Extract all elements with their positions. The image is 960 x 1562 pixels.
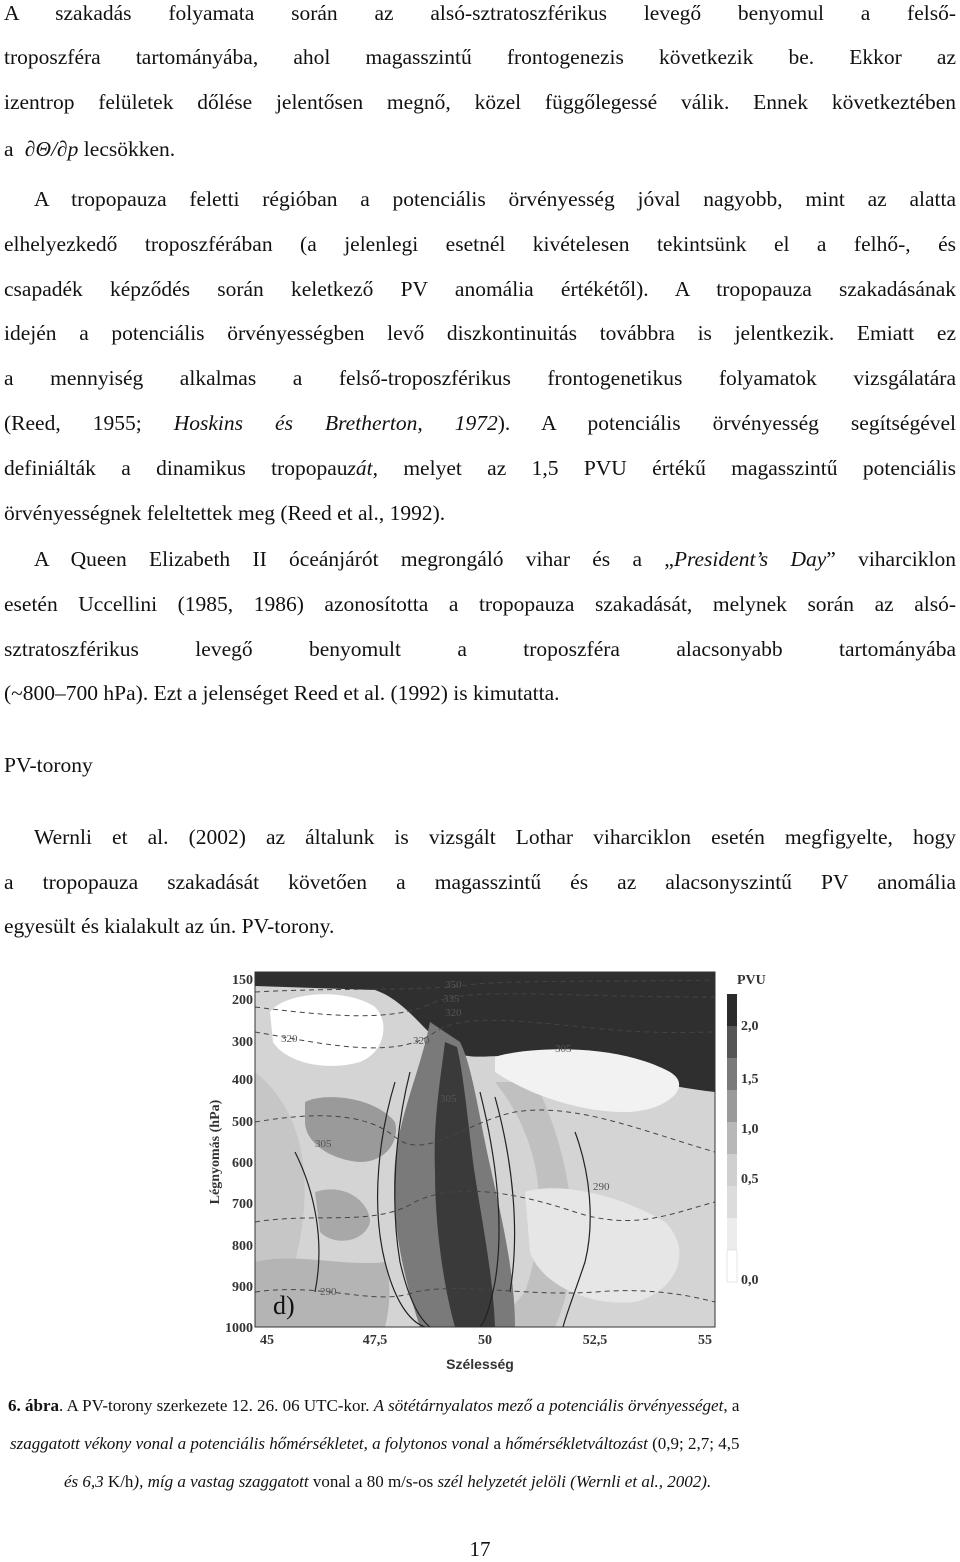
paragraph4-line1: Wernli et al. (2002) az általunk is vizsgált Lothar viharciklon esetén megfigyelte, hogy [34, 825, 956, 849]
x-tick-label: 50 [478, 1333, 492, 1348]
caption-text: (0,9; 2,7; 4,5 [647, 1434, 740, 1453]
caption-italic: szaggatott vékony vonal a potenciális hőmérsékletet, a folytonos vonal [10, 1434, 490, 1453]
paragraph2-line4: idején a potenciális örvényességben levő diszkontinuitás továbbra is jelentkezik. Emiatt ez [4, 321, 956, 345]
contour-label: 290 [320, 1286, 337, 1298]
x-tick-label: 47,5 [362, 1333, 388, 1348]
paragraph1-suffix: lecsökken. [78, 137, 176, 161]
contour-label: 335 [443, 993, 460, 1005]
caption-line3 [64, 1471, 711, 1493]
caption-italic: A sötétárnyalatos mező a potenciális örvényességet [373, 1396, 724, 1415]
paragraph3-line3: sztratoszférikus levegő benyomult a troposzféra alacsonyabb tartományába [4, 637, 956, 661]
colorbar-tick: 2,0 [741, 1019, 759, 1034]
paragraph1-line1: A szakadás folyamata során az alsó-sztratoszférikus levegő benyomul a felső- [4, 1, 956, 25]
paragraph3-line2: esetén Uccellini (1985, 1986) azonosította a tropopauza szakadását, melynek során az alsó- [4, 592, 956, 616]
paragraph2-line6-b: ). A potenciális örvényesség segítségével [497, 411, 956, 435]
y-tick-label: 800 [232, 1239, 253, 1254]
caption-text: , a [723, 1396, 740, 1415]
caption-line2 [10, 1433, 739, 1455]
y-tick-label: 1000 [225, 1321, 253, 1336]
x-tick-label: 52,5 [582, 1333, 608, 1348]
caption-line1 [8, 1395, 739, 1417]
caption-text: . A PV-torony szerkezete 12. 26. 06 UTC-kor. [59, 1396, 374, 1415]
paragraph2-line7-italic: zát [347, 456, 373, 480]
x-tick-label: 45 [260, 1333, 274, 1348]
paragraph2-line2: elhelyezkedő troposzférában (a jelenlegi esetnél kivételesen tekintsünk el a felhő-, és [4, 232, 956, 256]
paragraph2-line5: a mennyiség alkalmas a felső-troposzférikus frontogenetikus folyamatok vizsgálatára [4, 366, 956, 390]
paragraph2-line8: örvényességnek feleltettek meg (Reed et al., 1992). [4, 501, 446, 525]
y-tick-label: 600 [232, 1156, 253, 1171]
y-tick-label: 700 [232, 1197, 253, 1212]
paragraph3-line4: (~800–700 hPa). Ezt a jelenséget Reed et al. (1992) is kimutatta. [4, 681, 560, 705]
contour-label: 320 [445, 1007, 462, 1019]
partial-derivative-formula: ∂Θ/∂p [24, 137, 79, 161]
x-axis-label: Szélesség [446, 1356, 514, 1372]
paragraph2-line6-a: (Reed, 1955; [4, 411, 142, 435]
y-tick-label: 300 [232, 1035, 253, 1050]
paragraph2-line7-b: , melyet az 1,5 PVU értékű magasszintű potenciális [372, 456, 956, 480]
page-number: 17 [469, 1537, 491, 1561]
contour-label: 290 [593, 1181, 610, 1193]
caption-figure-number: 6. ábra [8, 1396, 59, 1415]
contour-label: 320 [281, 1033, 298, 1045]
x-axis-ticks [260, 1333, 712, 1348]
paragraph1-line3: izentrop felületek dőlése jelentősen megnő, közel függőlegessé válik. Ennek következtében [4, 90, 956, 114]
contour-label: 350 [445, 979, 462, 991]
colorbar-tick: 1,5 [741, 1072, 759, 1087]
contour-label: 305 [555, 1043, 572, 1055]
cross-section-plot [195, 962, 775, 1352]
paragraph3-line1-italic: President’s Day [673, 547, 827, 571]
caption-italic: ), míg a vastag szaggatott [133, 1472, 309, 1491]
section-heading: PV-torony [4, 753, 93, 777]
colorbar-tick: 0,0 [741, 1273, 759, 1288]
y-tick-label: 500 [232, 1115, 253, 1130]
paragraph2-line1: A tropopauza feletti régióban a potenciális örvényesség jóval nagyobb, mint az alatta [34, 187, 956, 211]
paragraph4-line3: egyesült és kialakult az ún. PV-torony. [4, 914, 335, 938]
pv-tower-figure [195, 962, 775, 1352]
contour-label: 305 [315, 1138, 332, 1150]
paragraph3-line1-b: ” viharciklon [826, 547, 956, 571]
y-tick-label: 400 [232, 1073, 253, 1088]
caption-text: K/h [103, 1472, 134, 1491]
colorbar-tick: 1,0 [741, 1122, 759, 1137]
paragraph1-line4 [4, 136, 956, 162]
paragraph4-line2: a tropopauza szakadását követően a magasszintű és az alacsonyszintű PV anomália [4, 870, 956, 894]
paragraph3-line1-a: A Queen Elizabeth II óceánjárót megrongáló vihar és a „ [34, 547, 674, 571]
contour-label: 305 [440, 1093, 457, 1105]
paragraph2-line6 [4, 410, 956, 436]
paragraph1-prefix: a [4, 137, 14, 161]
y-axis-ticks [225, 973, 253, 1336]
y-tick-label: 150 [232, 973, 253, 988]
paragraph2-line3: csapadék képződés során keletkező PV anomália értékétől). A tropopauza szakadásának [4, 277, 956, 301]
contour-label: 320 [413, 1035, 430, 1047]
paragraph2-line6-italic: Hoskins és Bretherton, 1972 [141, 411, 498, 435]
y-axis-label: Légnyomás (hPa) [208, 1099, 223, 1205]
caption-text: a [489, 1434, 506, 1453]
paragraph2-line7-a: definiálták a dinamikus tropopau [4, 456, 348, 480]
caption-italic: hőmérsékletváltozást [505, 1434, 648, 1453]
colorbar-title: PVU [737, 973, 766, 988]
colorbar [727, 973, 766, 1288]
panel-label: d) [273, 1291, 295, 1320]
y-tick-label: 900 [232, 1280, 253, 1295]
paragraph2-line7 [4, 455, 956, 481]
y-tick-label: 200 [232, 993, 253, 1008]
caption-text: vonal a 80 m/s-os [308, 1472, 438, 1491]
caption-italic: és 6,3 [64, 1472, 104, 1491]
paragraph3-line1 [34, 546, 956, 572]
paragraph1-line2: troposzféra tartományába, ahol magasszintű frontogenezis következik be. Ekkor az [4, 45, 956, 69]
x-tick-label: 55 [698, 1333, 712, 1348]
colorbar-tick: 0,5 [741, 1172, 759, 1187]
caption-italic: szél helyzetét jelöli (Wernli et al., 2002). [437, 1472, 712, 1491]
